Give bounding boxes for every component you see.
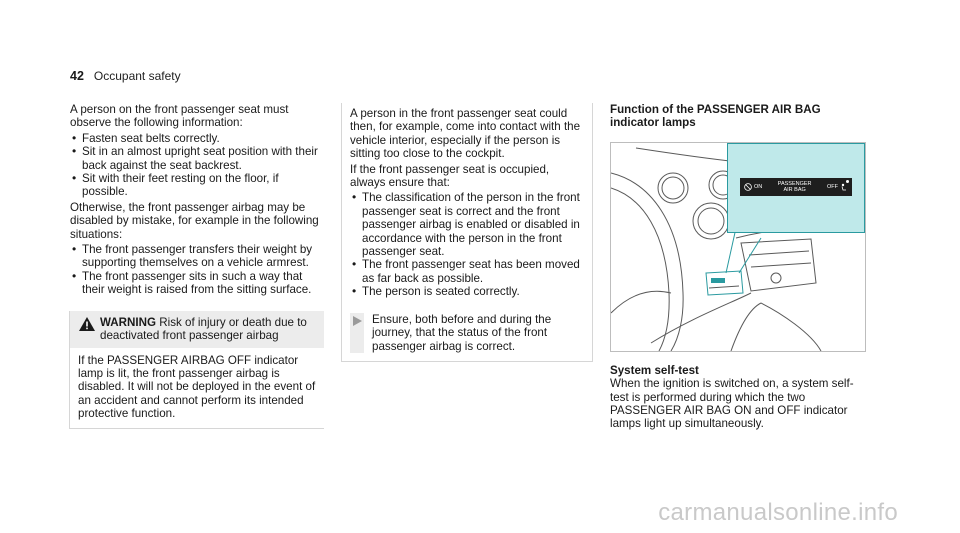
lamp-panel (740, 178, 852, 196)
lamp-on-label: ON (754, 183, 763, 190)
list-item: • The front passenger transfers their weight by supporting themselves on a vehicle armrest. (70, 243, 324, 270)
section-heading: Function of the PASSENGER AIR BAG indicator lamps (610, 103, 821, 130)
lamp-passenger-label (778, 181, 812, 193)
list-item: • Sit in an almost upright seat position with their back against the seat backrest. (70, 145, 324, 172)
sub-heading: System self-test (610, 363, 699, 377)
intro-paragraph: A person in the front passenger seat could then, for example, come into contact with the vehicle interior, especially if the person is sitting too close to the cockpit. (350, 107, 581, 161)
lamp-label-line1: PASSENGER (777, 180, 812, 187)
warning-title: WARNING (100, 315, 157, 329)
column-1 (70, 103, 324, 429)
action-step (350, 313, 584, 353)
warning-headline-text (100, 316, 316, 343)
indicator-lamp-inset (727, 143, 865, 233)
list-item: • The classification of the person in the front passenger seat is correct and the front passenger airbag is enabled or disabled in accordance with the person in the front passenger seat. (350, 191, 584, 258)
watermark-text: carmanualsonline.info (658, 498, 898, 526)
warning-header (70, 311, 324, 348)
section-title: Occupant safety (93, 69, 181, 83)
list-item: • The front passenger seat has been moved as far back as possible. (350, 258, 584, 285)
lamp-dot-icon (846, 180, 849, 183)
list-item: • The front passenger sits in such a way that their weight is raised from the sitting surface. (70, 270, 324, 297)
lamp-off-label: OFF (826, 183, 838, 190)
arrow-right-icon (353, 316, 362, 326)
page-header (70, 70, 181, 83)
warning-triangle-icon (78, 316, 96, 332)
dashboard-illustration (610, 142, 866, 352)
conditions-list (350, 191, 584, 298)
airbag-on-icon (744, 183, 762, 191)
warning-body: If the PASSENGER AIRBAG OFF indicator lamp is lit, the front passenger airbag is disabled. It will not be deployed in the event of an accident and cannot perform its intended protective function. (78, 353, 316, 421)
action-text: Ensure, both before and during the journey, that the status of the front passenger airbag is correct. (372, 312, 552, 353)
list-item: • The person is seated correctly. (350, 285, 584, 298)
warning-headline: Risk of injury or death due to deactivated front passenger airbag (100, 315, 307, 343)
situations-list (70, 243, 324, 297)
airbag-off-icon (827, 183, 848, 191)
warning-box (69, 311, 324, 429)
list-item: • Fasten seat belts correctly. (70, 132, 324, 145)
page-number: 42 (70, 69, 84, 83)
column-2 (341, 103, 593, 362)
action-bar (350, 313, 364, 353)
column-3 (610, 103, 870, 433)
otherwise-paragraph: Otherwise, the front passenger airbag may be disabled by mistake, for example in the following situations: (70, 200, 319, 241)
self-test-paragraph: When the ignition is switched on, a system self-test is performed during which the two PASSENGER AIR BAG ON and OFF indicator lamps light up simultaneously. (610, 377, 854, 431)
occupied-paragraph: If the front passenger seat is occupied, always ensure that: (350, 162, 550, 190)
continued-box (341, 103, 593, 362)
intro-paragraph: A person on the front passenger seat must observe the following information: (70, 103, 289, 130)
rules-list (70, 132, 324, 199)
list-item: • Sit with their feet resting on the floor, if possible. (70, 172, 324, 199)
lamp-label-line2: AIR BAG (783, 186, 806, 193)
